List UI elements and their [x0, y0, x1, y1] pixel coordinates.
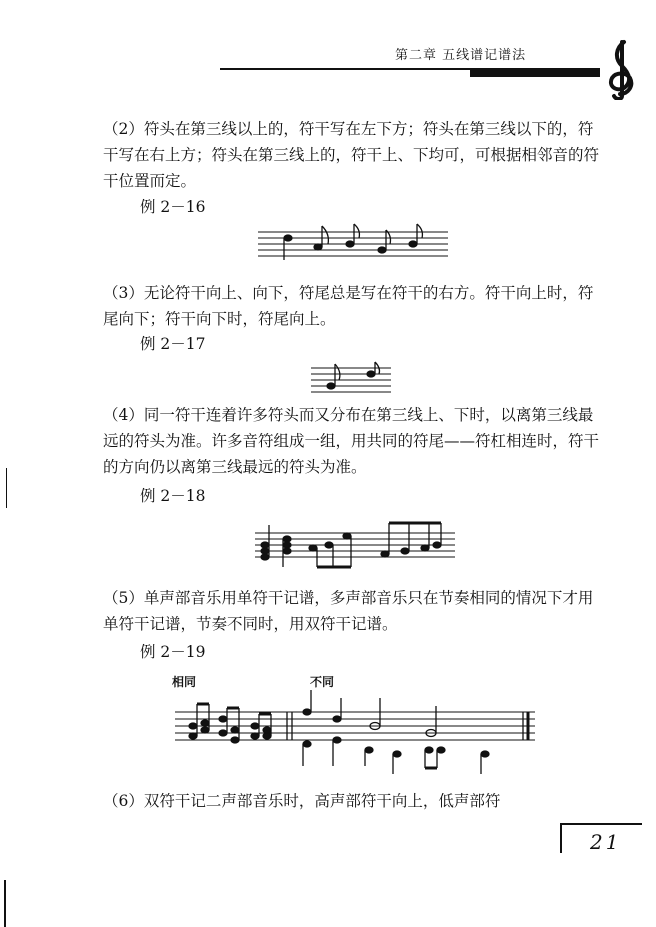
scan-margin-mark [6, 468, 7, 508]
staff-example-2-17 [311, 360, 391, 400]
staff-example-2-18 [255, 515, 455, 571]
label-different: 不同 [310, 675, 335, 689]
paragraph-5: （5）单声部音乐用单符干记谱，多声部音乐只在节奏相同的情况下才用单符干记谱，节奏不同时，用双符干记谱。 [103, 589, 594, 633]
paragraph-6: （6）双符干记二声部音乐时，高声部符干向上，低声部符 [103, 792, 501, 810]
page-number: 21 [590, 830, 622, 854]
treble-clef-icon [600, 38, 646, 100]
staff-example-2-19 [175, 690, 535, 780]
example-2-18: 例 2－18 [140, 487, 206, 505]
chapter-header: 第二章 五线谱记谱法 [395, 48, 527, 63]
label-same: 相同 [172, 675, 197, 689]
scan-margin-mark [4, 880, 6, 927]
header-rule-bold [470, 70, 600, 77]
paragraph-4: （4）同一符干连着许多符头而又分布在第三线上、下时，以离第三线最远的符头为准。许多音符组成一组，用共同的符尾——符杠相连时，符干的方向仍以离第三线最远的符头为准。 [103, 406, 600, 476]
staff-example-2-16 [258, 222, 448, 268]
example-2-16: 例 2－16 [140, 198, 206, 216]
example-2-19: 例 2－19 [140, 643, 206, 661]
paragraph-2: （2）符头在第三线以上的，符干写在左下方；符头在第三线以下的，符干写在右上方；符头在第三线上的，符干上、下均可，可根据相邻音的符干位置而定。 [103, 120, 600, 190]
paragraph-3: （3）无论符干向上、向下，符尾总是写在符干的右方。符干向上时，符尾向下；符干向下时，符尾向上。 [103, 284, 594, 328]
example-2-17: 例 2－17 [140, 335, 206, 353]
